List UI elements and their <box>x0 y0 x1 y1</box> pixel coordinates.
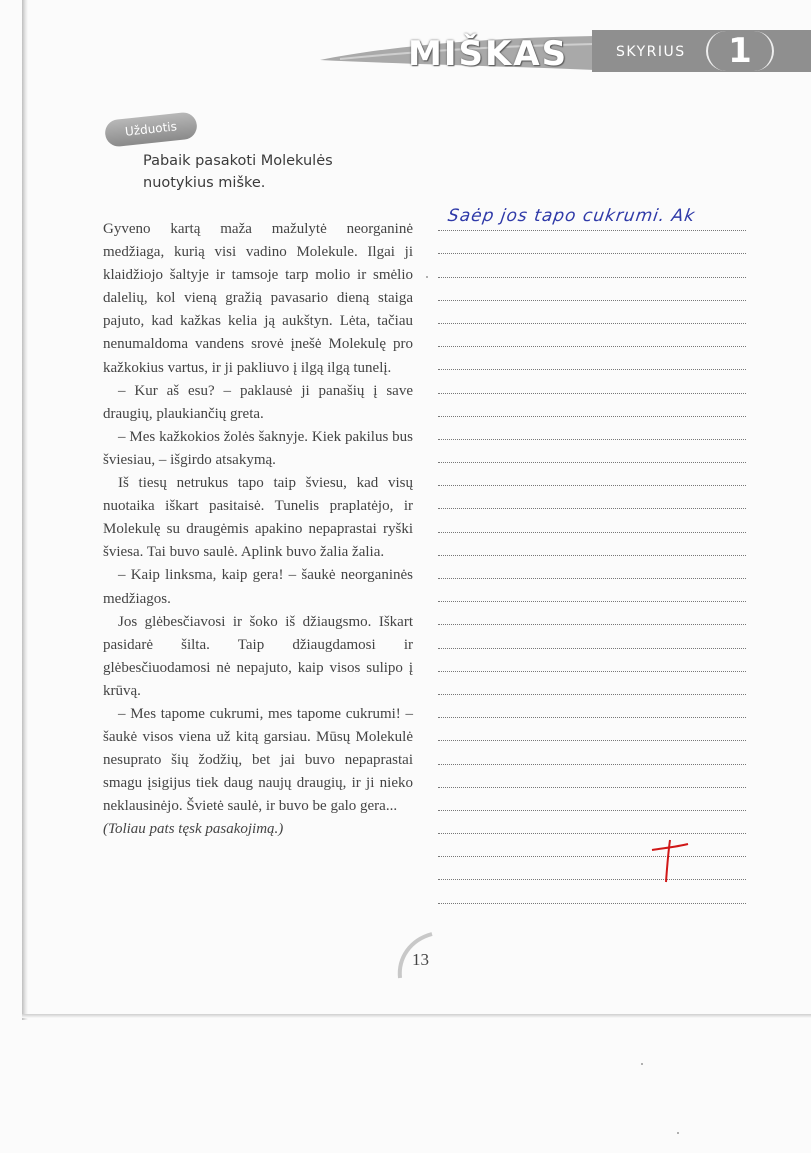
answer-line[interactable] <box>438 811 746 834</box>
chapter-number: 1 <box>706 31 774 71</box>
answer-line[interactable] <box>438 231 746 254</box>
page-spine-shadow <box>22 0 28 1020</box>
answer-line[interactable] <box>438 278 746 301</box>
story-paragraph: – Kaip linksma, kaip gera! – šaukė neorganinės medžiagos. <box>103 567 413 607</box>
answer-line[interactable] <box>438 741 746 764</box>
page-bottom-edge <box>22 1014 811 1018</box>
story-ending-instruction: (Toliau pats tęsk pasakojimą.) <box>103 821 284 838</box>
answer-line[interactable] <box>438 857 746 880</box>
answer-line[interactable] <box>438 463 746 486</box>
answer-line[interactable] <box>438 625 746 648</box>
answer-line[interactable] <box>438 324 746 347</box>
chapter-title: MIŠKAS <box>408 34 569 74</box>
answer-line[interactable] <box>438 347 746 370</box>
answer-line[interactable] <box>438 649 746 672</box>
answer-line[interactable] <box>438 880 746 903</box>
answer-line[interactable] <box>438 602 746 625</box>
answer-line[interactable] <box>438 834 746 857</box>
story-paragraph: – Mes tapome cukrumi, mes tapome cukrumi! – šaukė visos viena už kitą garsiau. Mūsų Molekulė nesuprato šių žodžių, bet jai buvo nepaprastai smagu įsigijus tiek daug naujų draugių, ir ji nieko neklausinėjo. Švietė saulė, ir buvo be galo gera... <box>103 705 413 815</box>
red-correction-mark <box>648 838 692 884</box>
handwritten-answer: Saėp jos tapo cukrumi. Ak <box>446 206 697 226</box>
scan-speck <box>677 1132 679 1134</box>
answer-line[interactable] <box>438 788 746 811</box>
task-badge: Užduotis <box>104 111 198 147</box>
answer-line[interactable] <box>438 394 746 417</box>
story-paragraph: Iš tiesų netrukus tapo taip šviesu, kad visų nuotaika iškart pasitaisė. Tunelis praplatėjo, ir Molekulę su draugėmis apakino nepaprastai ryški šviesa. Tai buvo saulė. Aplink buvo žalia žalia. <box>103 475 413 561</box>
task-prompt <box>143 150 403 194</box>
answer-line[interactable] <box>438 440 746 463</box>
story-paragraph: – Kur aš esu? – paklausė ji panašių į save draugių, plaukiančių greta. <box>103 382 413 422</box>
answer-line[interactable] <box>438 533 746 556</box>
answer-line[interactable] <box>438 301 746 324</box>
task-prompt-line: nuotykius miške. <box>143 175 266 191</box>
page-number: 13 <box>412 950 429 969</box>
answer-line[interactable] <box>438 556 746 579</box>
story-paragraph: Jos glėbesčiavosi ir šoko iš džiaugsmo. Iškart pasidarė šilta. Taip džiaugdamosi ir glėbesčiuodamosi nė nepajuto, kaip visos sulipo į krūvą. <box>103 613 413 699</box>
answer-line[interactable] <box>438 417 746 440</box>
chapter-label: SKYRIUS <box>616 44 686 60</box>
story-paragraph: – Mes kažkokios žolės šaknyje. Kiek pakilus bus šviesiau, – išgirdo atsakymą. <box>103 428 413 468</box>
scan-speck <box>426 276 428 278</box>
answer-line[interactable] <box>438 695 746 718</box>
answer-line[interactable] <box>438 486 746 509</box>
task-prompt-line: Pabaik pasakoti Molekulės <box>143 153 333 169</box>
answer-lines[interactable] <box>438 208 746 904</box>
scan-speck <box>641 1063 643 1065</box>
answer-line[interactable] <box>438 370 746 393</box>
answer-line[interactable] <box>438 254 746 277</box>
story-text <box>103 218 413 842</box>
answer-line[interactable] <box>438 579 746 602</box>
answer-line[interactable] <box>438 509 746 532</box>
answer-line[interactable] <box>438 718 746 741</box>
answer-line[interactable] <box>438 672 746 695</box>
answer-line[interactable] <box>438 765 746 788</box>
story-paragraph: Gyveno kartą maža mažulytė neorganinė medžiaga, kurią visi vadino Molekule. Ilgai ji klaidžiojo šaltyje ir tamsoje tarp molio ir smėlio dalelių, kol vieną gražią pavasario dieną staiga pajuto, kad kažkas kelia ją aukštyn. Lėta, tačiau nenumaldoma vandens srovė įnešė Molekulę pro kažkokius vartus, ir ji pakliuvo į ilgą ilgą tunelį. <box>103 221 413 376</box>
